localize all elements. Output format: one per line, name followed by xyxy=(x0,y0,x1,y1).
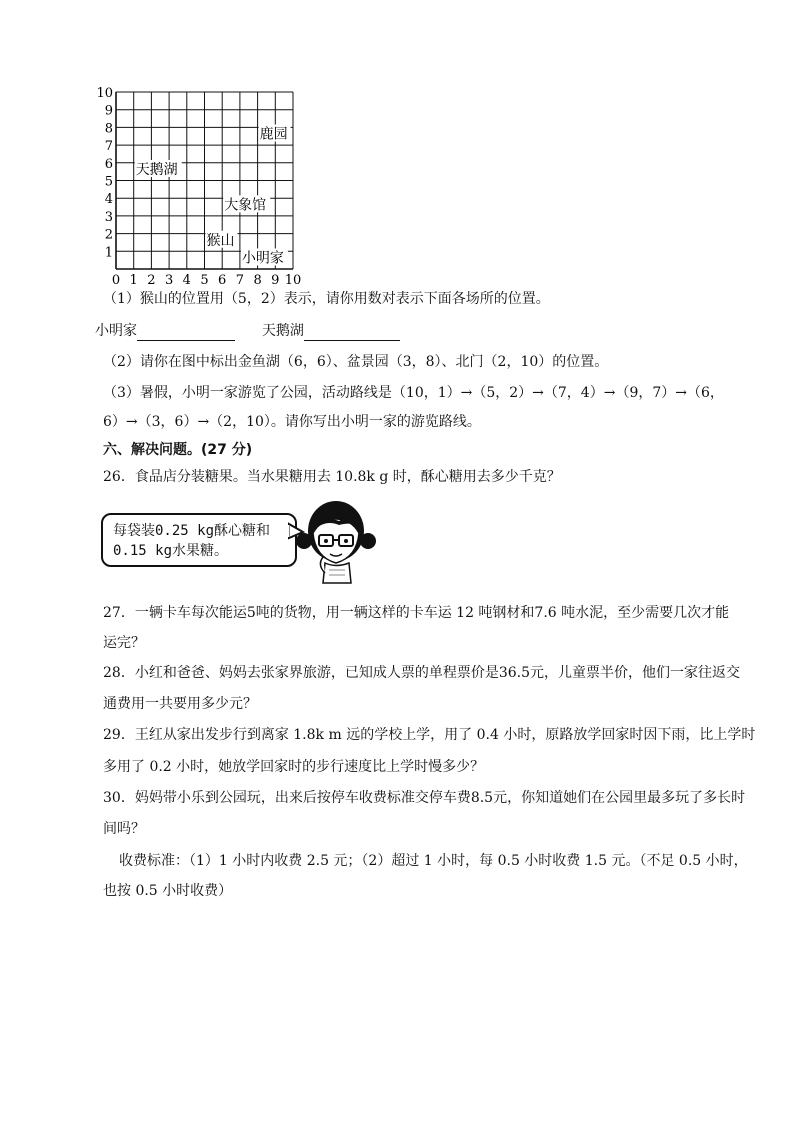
place-label: 猴山 xyxy=(206,232,235,249)
blank1-label: 小明家 xyxy=(95,323,137,339)
y-tick-label: 1 xyxy=(104,245,113,261)
answer-blank-swan-lake[interactable] xyxy=(304,324,400,341)
y-tick-label: 10 xyxy=(96,86,113,101)
q30-fee-standard-cont: 也按 0.5 小时收费） xyxy=(103,883,233,899)
blank2-label: 天鹅湖 xyxy=(261,323,304,339)
x-tick-label: 7 xyxy=(235,273,245,288)
bubble-line1: 每袋装0.25 kg酥心糖和 xyxy=(113,523,271,539)
x-tick-label: 4 xyxy=(182,273,191,288)
q25-part3-line1: （3）暑假，小明一家游览了公园，活动路线是（10，1）→（5，2）→（7，4）→（9，7）→（6， xyxy=(103,385,724,401)
q28-line1: 28．小红和爸爸、妈妈去张家界旅游，已知成人票的单程票价是36.5元，儿童票半价，他们一家往返交 xyxy=(103,665,740,681)
x-tick-label: 9 xyxy=(271,273,280,288)
q25-part3-line2: 6）→（3，6）→（2，10）。请你写出小明一家的游览路线。 xyxy=(103,414,481,430)
place-label: 鹿园 xyxy=(259,126,288,143)
q30-line2: 间吗？ xyxy=(103,821,145,837)
y-tick-label: 4 xyxy=(104,192,113,208)
x-tick-label: 3 xyxy=(164,273,174,288)
y-tick-label: 9 xyxy=(104,103,113,119)
y-tick-label: 5 xyxy=(104,174,113,190)
q29-line2: 多用了 0.2 小时，她放学回家时的步行速度比上学时慢多少？ xyxy=(103,759,485,775)
grid-lines xyxy=(116,92,293,269)
q29-line1: 29．王红从家出发步行到离家 1.8k m 远的学校上学，用了 0.4 小时，原路放学回家时因下雨，比上学时 xyxy=(103,727,756,743)
q30-fee-standard: 收费标准：（1）1 小时内收费 2.5 元；（2）超过 1 小时，每 0.5 小时收费 1.5 元。（不足 0.5 小时， xyxy=(119,853,748,869)
q30-line1: 30．妈妈带小乐到公园玩，出来后按停车收费标准交停车费8.5元，你知道她们在公园里最多玩了多长时 xyxy=(103,790,746,806)
y-tick-label: 6 xyxy=(104,156,113,172)
y-tick-label: 2 xyxy=(104,227,113,243)
q27-line2: 运完？ xyxy=(103,635,145,651)
q25-part2: （2）请你在图中标出金鱼湖（6，6）、盆景园（3，8）、北门（2，10）的位置。 xyxy=(103,354,609,370)
x-tick-label: 5 xyxy=(200,273,209,288)
speech-bubble xyxy=(101,513,297,567)
x-tick-label: 0 xyxy=(111,273,121,288)
y-tick-label: 7 xyxy=(104,139,113,155)
x-tick-label: 10 xyxy=(284,273,302,288)
section-title: 六、解决问题。(27 分) xyxy=(103,442,253,458)
grid-y-labels xyxy=(96,86,113,260)
x-tick-label: 1 xyxy=(129,273,138,288)
q26-text: 26．食品店分装糖果。当水果糖用去 10.8k g 时，酥心糖用去多少千克？ xyxy=(103,469,561,485)
q27-line1: 27．一辆卡车每次能运5吨的货物，用一辆这样的卡车运 12 吨钢材和7.6 吨水泥，至少需要几次才能 xyxy=(103,605,730,621)
bubble-line2: 0.15 kg水果糖。 xyxy=(113,543,229,559)
place-label: 小明家 xyxy=(241,250,284,267)
grid-x-labels xyxy=(112,273,301,288)
y-tick-label: 3 xyxy=(104,209,113,225)
x-tick-label: 8 xyxy=(253,273,262,288)
x-tick-label: 2 xyxy=(147,273,156,288)
x-tick-label: 6 xyxy=(218,273,227,288)
q25-blanks-row xyxy=(95,321,400,341)
q28-line2: 通费用一共要用多少元？ xyxy=(103,696,257,712)
coordinate-grid xyxy=(88,84,318,288)
answer-blank-xiaoming[interactable] xyxy=(137,324,235,341)
girl-illustration-icon xyxy=(295,495,377,585)
y-tick-label: 8 xyxy=(104,121,113,137)
q25-part1: （1）猴山的位置用（5，2）表示，请你用数对表示下面各场所的位置。 xyxy=(103,291,550,307)
place-label: 大象馆 xyxy=(224,197,267,214)
place-label: 天鹅湖 xyxy=(135,161,178,178)
grid-places xyxy=(135,125,291,267)
